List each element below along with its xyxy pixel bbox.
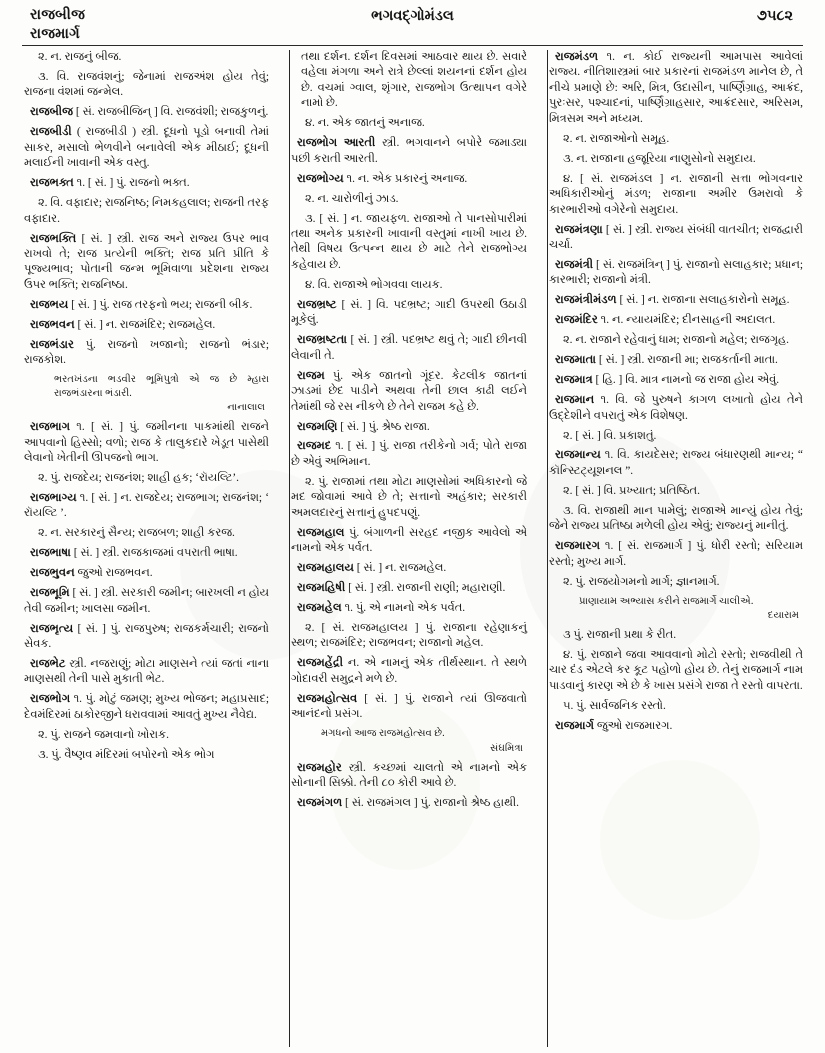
entry-definition: [ સં. ] પું. શ્રેષ્ઠ રાજા. [337, 420, 430, 433]
entry-continuation: તથા દર્શન. દર્શન દિવસમાં આઠવાર થાય છે. સવારે વહેલા મંગળા અને રાત્રે છેલ્લાં શયનનાં દર્શન હોય છે. વચમાં ગ્વાલ, શૃંગાર, રાજભોગ ઉત્થાપન વગેરે નામો છે. [301, 51, 527, 110]
entry-headword: રાજબીડી [30, 126, 72, 139]
entry-headword: રાજમાત્ર [555, 374, 593, 387]
entry-headword: રાજભવન [30, 318, 75, 331]
entry-definition: [ સં. ] પું. રાજ તરફનો ભય; રાજની બીક. [68, 298, 253, 311]
entry-headword: રાજબીજ [30, 106, 74, 119]
entry-definition: ૧. [ સં. ] પું. રાજનો ભક્ત. [73, 177, 190, 190]
entry-definition: પું. રાજનો ખજાનો; રાજનો ભંડાર; રાજકોશ. [24, 338, 269, 367]
entry-definition: ૧. વિ. કાયદેસર; રાજ્ય બંધારણથી માન્ય; “ કૉન્સ્ટિટ્યૂશનલ ”. [549, 449, 803, 477]
entry-headword: રાજભ્રષ્ટ [297, 298, 337, 311]
dictionary-entry [291, 561, 527, 576]
entry-headword: રાજમહોત્સવ [297, 692, 358, 705]
entry-definition: [ સં. ] ન. રાજમંદિર; રાજમહેલ. [74, 318, 216, 331]
entry-definition: સ્ત્રી. કચ્છમાં ચાલતો એ નામનો એક સોનાની સિક્કો. તેની ૮૦ કોરી આવે છે. [291, 761, 527, 789]
dictionary-entry [549, 353, 803, 368]
entry-headword: રાજમ [297, 369, 325, 382]
dictionary-entry [24, 420, 269, 466]
entry-headword: રાજમહાલ [297, 526, 345, 539]
dictionary-entry [24, 657, 269, 688]
entry-sense: ૨. પું. રાજદેય; રાજનંશ; શાહી હક; ‘રૉયલ્ટિ’. [38, 471, 240, 484]
quotation-citation: સંઘમિત્રા [490, 742, 523, 754]
entry-headword: રાજમાર્ગ [555, 719, 595, 732]
entry-sense: ૩. વિ. રાજવંશનું; જેનામાં રાજઅંશ હોય તેવું; રાજના વંશમાં જન્મેલ. [24, 70, 269, 99]
entry-definition: [ સં. રાજમંગલ ] પું. રાજાનો શ્રેષ્ઠ હાથી. [342, 796, 519, 809]
entry-sense: ૨. [ સં. ] વિ. પ્રખ્યાત; પ્રતિષ્ઠિત. [563, 484, 700, 497]
dictionary-entry [24, 586, 269, 617]
dictionary-entry [24, 491, 269, 522]
entry-headword: રાજભંડાર [30, 338, 75, 351]
entry-definition: [ સં. ] સ્ત્રી. રાજ્ય સંબંધી વાતચીત; રાજદ્વારી ચર્ચા. [549, 223, 803, 251]
entry-definition: ૧. ન. કોઈ રાજ્યની આમપાસ આવેલાં રાજ્ય. નીતિશાસ્ત્રમાં બાર પ્રકારનાં રાજમંડળ માનેલ છે, તે નીચે પ્રમાણે છે: અરિ, મિત્ર, ઉદાસીન, પાર્ષ્ણિગ્રાહ, આક્રંદ, પુરઃસર, પશ્ચાદનાં, પાર્ષ્ણિગ્રાહસાર, આક્રંદસાર, અરિસમ, મિત્રસમ અને મધ્યમ. [549, 51, 803, 125]
dictionary-entry [24, 566, 269, 581]
entry-definition: [ સં. ] સ્ત્રી. રાજ અને રાજ્ય ઉપર ભાવ રાખવો તે; રાજ પ્રત્યેની ભક્તિ; રાજ પ્રતિ પ્રીતિ કે પૂજ્યભાવ; પોતાની જન્મ ભૂમિવાળા પ્રદેશના રાજ્ય ઉપર ભક્તિ; રાજનિષ્ઠા. [24, 232, 269, 291]
entry-sense: ૩ પું. રાજાની પ્રથા કે રીત. [563, 628, 677, 641]
dictionary-entry [291, 333, 527, 364]
entry-sense: ૫. પું. સાર્વજનિક રસ્તો. [563, 699, 666, 712]
header-rule [22, 45, 803, 46]
dictionary-entry [291, 601, 527, 616]
entry-headword: રાજભેટ [30, 657, 66, 670]
quotation-citation: દયારામ [767, 610, 799, 622]
entry-headword: રાજભુવન [30, 567, 75, 580]
entry-headword: રાજભાષા [30, 547, 71, 560]
entry-sense: ૨. ન. સરકારનું સૈન્ય; રાજબળ; શાહી કરજ. [38, 527, 235, 540]
entry-definition: ૧. [ સં. ] પું. જમીનના પાકમાંથી રાજને આપવાનો હિસ્સો; વળો; રાજ કે તાલુકદારે ખેડૂત પાસેથી લેવાનો ખેતીની ઊપજનો ભાગ. [24, 421, 269, 464]
entry-definition: ૧. [ સં. રાજમાર્ગ ] પું. ધોરી રસ્તો; સરિયામ રસ્તો; મુખ્ય માર્ગ. [549, 540, 803, 568]
columns-container [0, 50, 825, 1049]
entry-definition: [ સં. ] ન. રાજમહેલ. [353, 562, 447, 575]
page-header [0, 0, 825, 46]
entry-definition: ૧. [ સં. ] ન. રાજદેય; રાજભાગ; રાજનંશ; ‘ રૉયલ્ટિ ’. [24, 491, 269, 520]
running-head-last-word: રાજમાર્ગ [30, 26, 80, 43]
entry-definition: પું. બંગાળની સરહદ નજીક આવેલો એ નામનો એક પર્વત. [291, 526, 527, 555]
dictionary-entry [549, 258, 803, 289]
entry-sense: ૪. વિ. રાજાએ ભોગવવા લાયક. [305, 278, 443, 291]
entry-headword: રાજમહેંદ્રી [297, 657, 344, 670]
dictionary-entry [291, 581, 527, 596]
entry-definition: ૧. ન. એક પ્રકારનું અનાજ. [343, 172, 468, 185]
column-3 [537, 50, 825, 1049]
dictionary-entry [549, 293, 803, 308]
dictionary-entry [291, 136, 527, 167]
dictionary-entry [24, 338, 269, 369]
dictionary-entry [291, 420, 527, 435]
entry-sense: ૪. ન. એક જાતનું અનાજ. [305, 117, 425, 130]
dictionary-entry [291, 439, 527, 470]
entry-headword: રાજભોગ [30, 693, 71, 706]
entry-definition: ૧. [ સં. ] પું. રાજા તરીકેનો ગર્વ; પોતે રાજા છે એવું અભિમાન. [291, 440, 527, 468]
entry-sense: ૨. પું. રાજયોગમનો માર્ગ; જ્ઞાનમાર્ગ. [563, 575, 720, 588]
entry-headword: રાજમહેલ [297, 602, 342, 615]
entry-definition: [ સં. ] સ્ત્રી. રાજાની રાણી; મહારાણી. [345, 582, 506, 595]
entry-sense: ૨. ન. રાજનું બીજ. [38, 51, 122, 63]
entry-headword: રાજમાન [555, 394, 595, 407]
entry-definition: [ હિ. ] વિ. માત્ર નામનો જ રાજા હોય એવું. [592, 374, 780, 387]
entry-definition: ૧. પું. એ નામનો એક પર્વત. [341, 602, 466, 615]
dictionary-entry [24, 176, 269, 191]
entry-sense: ૨. [ સં. રાજમહાલય ] પું. રાજાના રહેણાકનું સ્થળ; રાજમંદિર; રાજભવન; રાજાનો મહેલ. [291, 622, 527, 650]
dictionary-entry [549, 719, 803, 734]
dictionary-entry [24, 125, 269, 171]
entry-headword: રાજભય [30, 298, 69, 311]
entry-headword: રાજભ્રષ્ટતા [297, 334, 348, 347]
entry-headword: રાજમદ [297, 440, 332, 453]
entry-definition: સ્ત્રી. નજરાણું; મોટા માણસને ત્યાં જતાં નાના માણસથી તેની પાસે મુકાતી ભેટ. [24, 657, 269, 686]
dictionary-entry [549, 50, 803, 127]
quotation-citation: નાનાલાલ [227, 402, 265, 414]
dictionary-entry [291, 761, 527, 792]
entry-definition: [ સં. ] પું. રાજાને ત્યાં ઊજવાતો આનંદનો પ્રસંગ. [291, 692, 527, 721]
entry-sense: ૩. [ સં. ] ન. જાયફળ. રાજાઓ તે પાનસોપારીમાં તથા અનેક પ્રકારની ખાવાની વસ્તુમાં નાખી ખાય છે. તેથી વિષય ઉત્પન્ન થાય છે માટે તેને રાજભોગ્ય કહેવાય છે. [291, 212, 527, 271]
entry-definition: જુઓ રાજભવન. [74, 567, 153, 580]
entry-sense: ૩. ન. રાજાના હજૂરિયા નાણુસોનો સમુદાય. [563, 152, 756, 165]
entry-headword: રાજમહાલય [297, 562, 354, 575]
entry-sense: ૩. પું. વૈષ્ણવ મંદિરમાં બપોરનો એક ભોગ [38, 748, 215, 761]
entry-headword: રાજભાગ [30, 421, 71, 434]
entry-headword: રાજમહોર [297, 761, 342, 774]
entry-definition: [ સં. ] સ્ત્રી. રાજકાજમાં વપરાતી ભાષા. [70, 547, 238, 560]
entry-definition: [ સં. ] સ્ત્રી. રાજાની મા; રાજકર્તાની માતા. [596, 354, 778, 367]
entry-headword: રાજભૃત્ય [30, 622, 74, 635]
entry-headword: રાજમંદિર [555, 314, 598, 327]
entry-definition: સ્ત્રી. ભગવાનને બપોરે જમાડ્યા પછી કરાતી આરતી. [291, 137, 527, 165]
entry-headword: રાજમંત્રણા [555, 223, 603, 236]
column-2 [279, 50, 537, 1049]
entry-definition: ૧. વિ. જે પુરુષને કાગળ લખાતો હોય તેને ઉદ્દેશીને વપરાતું એક વિશેષણ. [549, 394, 803, 422]
entry-definition: [ સં. રાજમંત્રિન્ ] પું. રાજાનો સલાહકાર; પ્રધાન; કારભારી; રાજાનો મંત્રી. [549, 258, 803, 287]
entry-sense: ૨. પું. રાજને જમવાનો ખોરાક. [38, 728, 169, 741]
entry-sense: ૪. પું. રાજાને જવા આવવાનો મોટો રસ્તો; રાજવીથી તે ચાર દંડ એટલે કર કૂટ પહોળો હોય છે. તેનું રાજમાર્ગ નામ પાડવાનું કારણ એ છે કે ખાસ પ્રસંગે રાજા તે રસ્તો વાપરતા. [549, 648, 803, 692]
dictionary-entry [549, 373, 803, 388]
entry-quotation: મગધનો આજ રાજમહોત્સવ છે. [321, 728, 445, 740]
entry-sense: ૨. ન. ચારોળીનું ઝાડ. [305, 192, 399, 205]
entry-definition: [ સં. ] વિ. પદભ્રષ્ટ; ગાદી ઉપરથી ઉઠાડી મૂકેલું. [291, 298, 527, 327]
entry-headword: રાજમંત્રીમંડળ [555, 294, 617, 307]
entry-sense: ૨. વિ. વફાદાર; રાજનિષ્ઠ; નિમકહલાલ; રાજની તરફ વફાદાર. [24, 197, 269, 225]
dictionary-entry [24, 622, 269, 653]
entry-definition: ( રાજબીડી ) સ્ત્રી. દૂધનો પૂડો બનાવી તેમાં સાકર, મસાલો ભેળવીને બનાવેલી એક મીઠાઈ; દૂધની મલાઈની ખાવાની એક વસ્તુ. [24, 126, 269, 170]
dictionary-entry [24, 232, 269, 294]
entry-definition: ન. એ નામનું એક તીર્થસ્થાન. તે સ્થળે ગોદાવરી સમુદ્રને મળે છે. [291, 657, 527, 685]
page-number: ૭૫૮૨ [756, 8, 793, 24]
entry-definition: ૧. પું. મોટું જમણ; મુખ્ય ભોજન; મહાપ્રસાદ; દેવમંદિરમાં ઠાકોરજીને ધરાવવામાં આવતું મુખ્ય નૈવેદ્ય. [24, 693, 269, 721]
entry-sense: ૪. [ સં. રાજમંડલ ] ન. રાજાની સત્તા ભોગવનાર અધિકારીઓનું મંડળ; રાજાના અમીર ઉમરાવો કે કારભારીઓ વગેરેનો સમુદાય. [549, 172, 803, 216]
entry-headword: રાજમારગ [555, 540, 600, 553]
entry-sense: ૩. વિ. રાજાથી માન પામેલું; રાજાએ માન્યું હોય તેવું; જેને રાજ્ય પ્રતિષ્ઠા મળેલી હોય એવું; રાજ્યનું માનીતું. [549, 504, 803, 533]
dictionary-entry [291, 172, 527, 187]
entry-headword: રાજમંડળ [555, 51, 599, 63]
entry-headword: રાજમાતા [555, 354, 597, 367]
dictionary-entry [24, 298, 269, 313]
dictionary-entry [549, 393, 803, 424]
entry-definition: [ સં. ] ન. રાજાના સલાહકારોનો સમૂહ. [616, 294, 790, 307]
entry-headword: રાજભક્તિ [30, 232, 77, 245]
entry-headword: રાજભક્ત [30, 177, 74, 190]
entry-headword: રાજભોગ્ય [297, 172, 344, 185]
dictionary-entry [291, 369, 527, 415]
dictionary-entry [24, 692, 269, 723]
dictionary-entry [291, 526, 527, 557]
entry-sense: ૨. ન. રાજાઓનો સમૂહ. [563, 132, 670, 145]
entry-sense: ૨. પું. રાજામાં તથા મોટા માણસોમાં અધિકારનો જે મદ જોવામાં આવે છે તે; સત્તાનો અહંકાર; સરકારી અમલદારનું સત્તાનું હુપદપણું. [291, 475, 527, 519]
dictionary-entry [549, 448, 803, 479]
entry-headword: રાજમાન્ય [555, 449, 601, 462]
dictionary-entry [291, 656, 527, 687]
dictionary-entry [549, 223, 803, 254]
entry-quotation: ભરતખંડના ભડવીર ભૂમિપુત્રો એ જ છે મ્હારા રાજભંડારના ભંડારી. [54, 374, 269, 399]
entry-definition: પું. એક જાતનો ગૂંદર. કેટલીક જાતનાં ઝાડમાં છેદ પાડીને અથવા તેની છાલ કાઢી લઈને તેમાંથી જે રસ નીકળે છે તેને રાજમ કહે છે. [291, 369, 527, 413]
entry-definition: ૧. ન. ન્યાયમંદિર; દીનસાહની અદાલત. [597, 314, 776, 327]
dictionary-title: ભગવદ્ગોમંડલ [371, 8, 454, 24]
entry-headword: રાજભૂમિ [30, 587, 70, 600]
entry-definition: [ સં. ] પું. રાજપુરુષ; રાજકર્મચારી; રાજનો સેવક. [24, 622, 269, 651]
dictionary-entry [24, 546, 269, 561]
dictionary-entry [24, 105, 269, 120]
entry-quotation: પ્રાણાયામ અભ્યાસ કરીને રાજમાર્ગે ચાલીએ. [579, 595, 754, 607]
dictionary-entry [24, 318, 269, 333]
entry-definition: [ સં. ] સ્ત્રી. સરકારી જમીન; બારખલી ન હોય તેવી જમીન; ખાલસા જમીન. [24, 587, 269, 615]
entry-headword: રાજમંત્રી [555, 258, 594, 271]
entry-definition: જુઓ રાજમારગ. [594, 719, 673, 732]
entry-definition: [ સં. રાજબીજિન્ ] વિ. રાજવંશી; રાજકુળનું. [73, 106, 269, 119]
column-1 [0, 50, 279, 1049]
running-head-first-word: રાજબીજ [30, 7, 86, 23]
dictionary-entry [549, 539, 803, 570]
dictionary-entry [291, 692, 527, 723]
entry-headword: રાજભોગ આરતી [297, 137, 376, 150]
entry-definition: [ સં. ] સ્ત્રી. પદભ્રષ્ટ થવું તે; ગાદી છીનવી લેવાની તે. [291, 334, 527, 362]
entry-headword: રાજમંગળ [297, 796, 343, 809]
entry-headword: રાજમણિ [297, 420, 338, 433]
entry-sense: ૨. [ સં. ] વિ. પ્રકાશતું. [563, 429, 657, 442]
entry-headword: રાજભાગ્ય [30, 491, 77, 504]
dictionary-entry [549, 313, 803, 328]
entry-headword: રાજમહિષી [297, 582, 346, 595]
dictionary-entry [291, 298, 527, 329]
dictionary-entry [291, 796, 527, 811]
entry-sense: ૨. ન. રાજાને રહેવાનું ધામ; રાજાનો મહેલ; રાજગૃહ. [563, 334, 789, 347]
